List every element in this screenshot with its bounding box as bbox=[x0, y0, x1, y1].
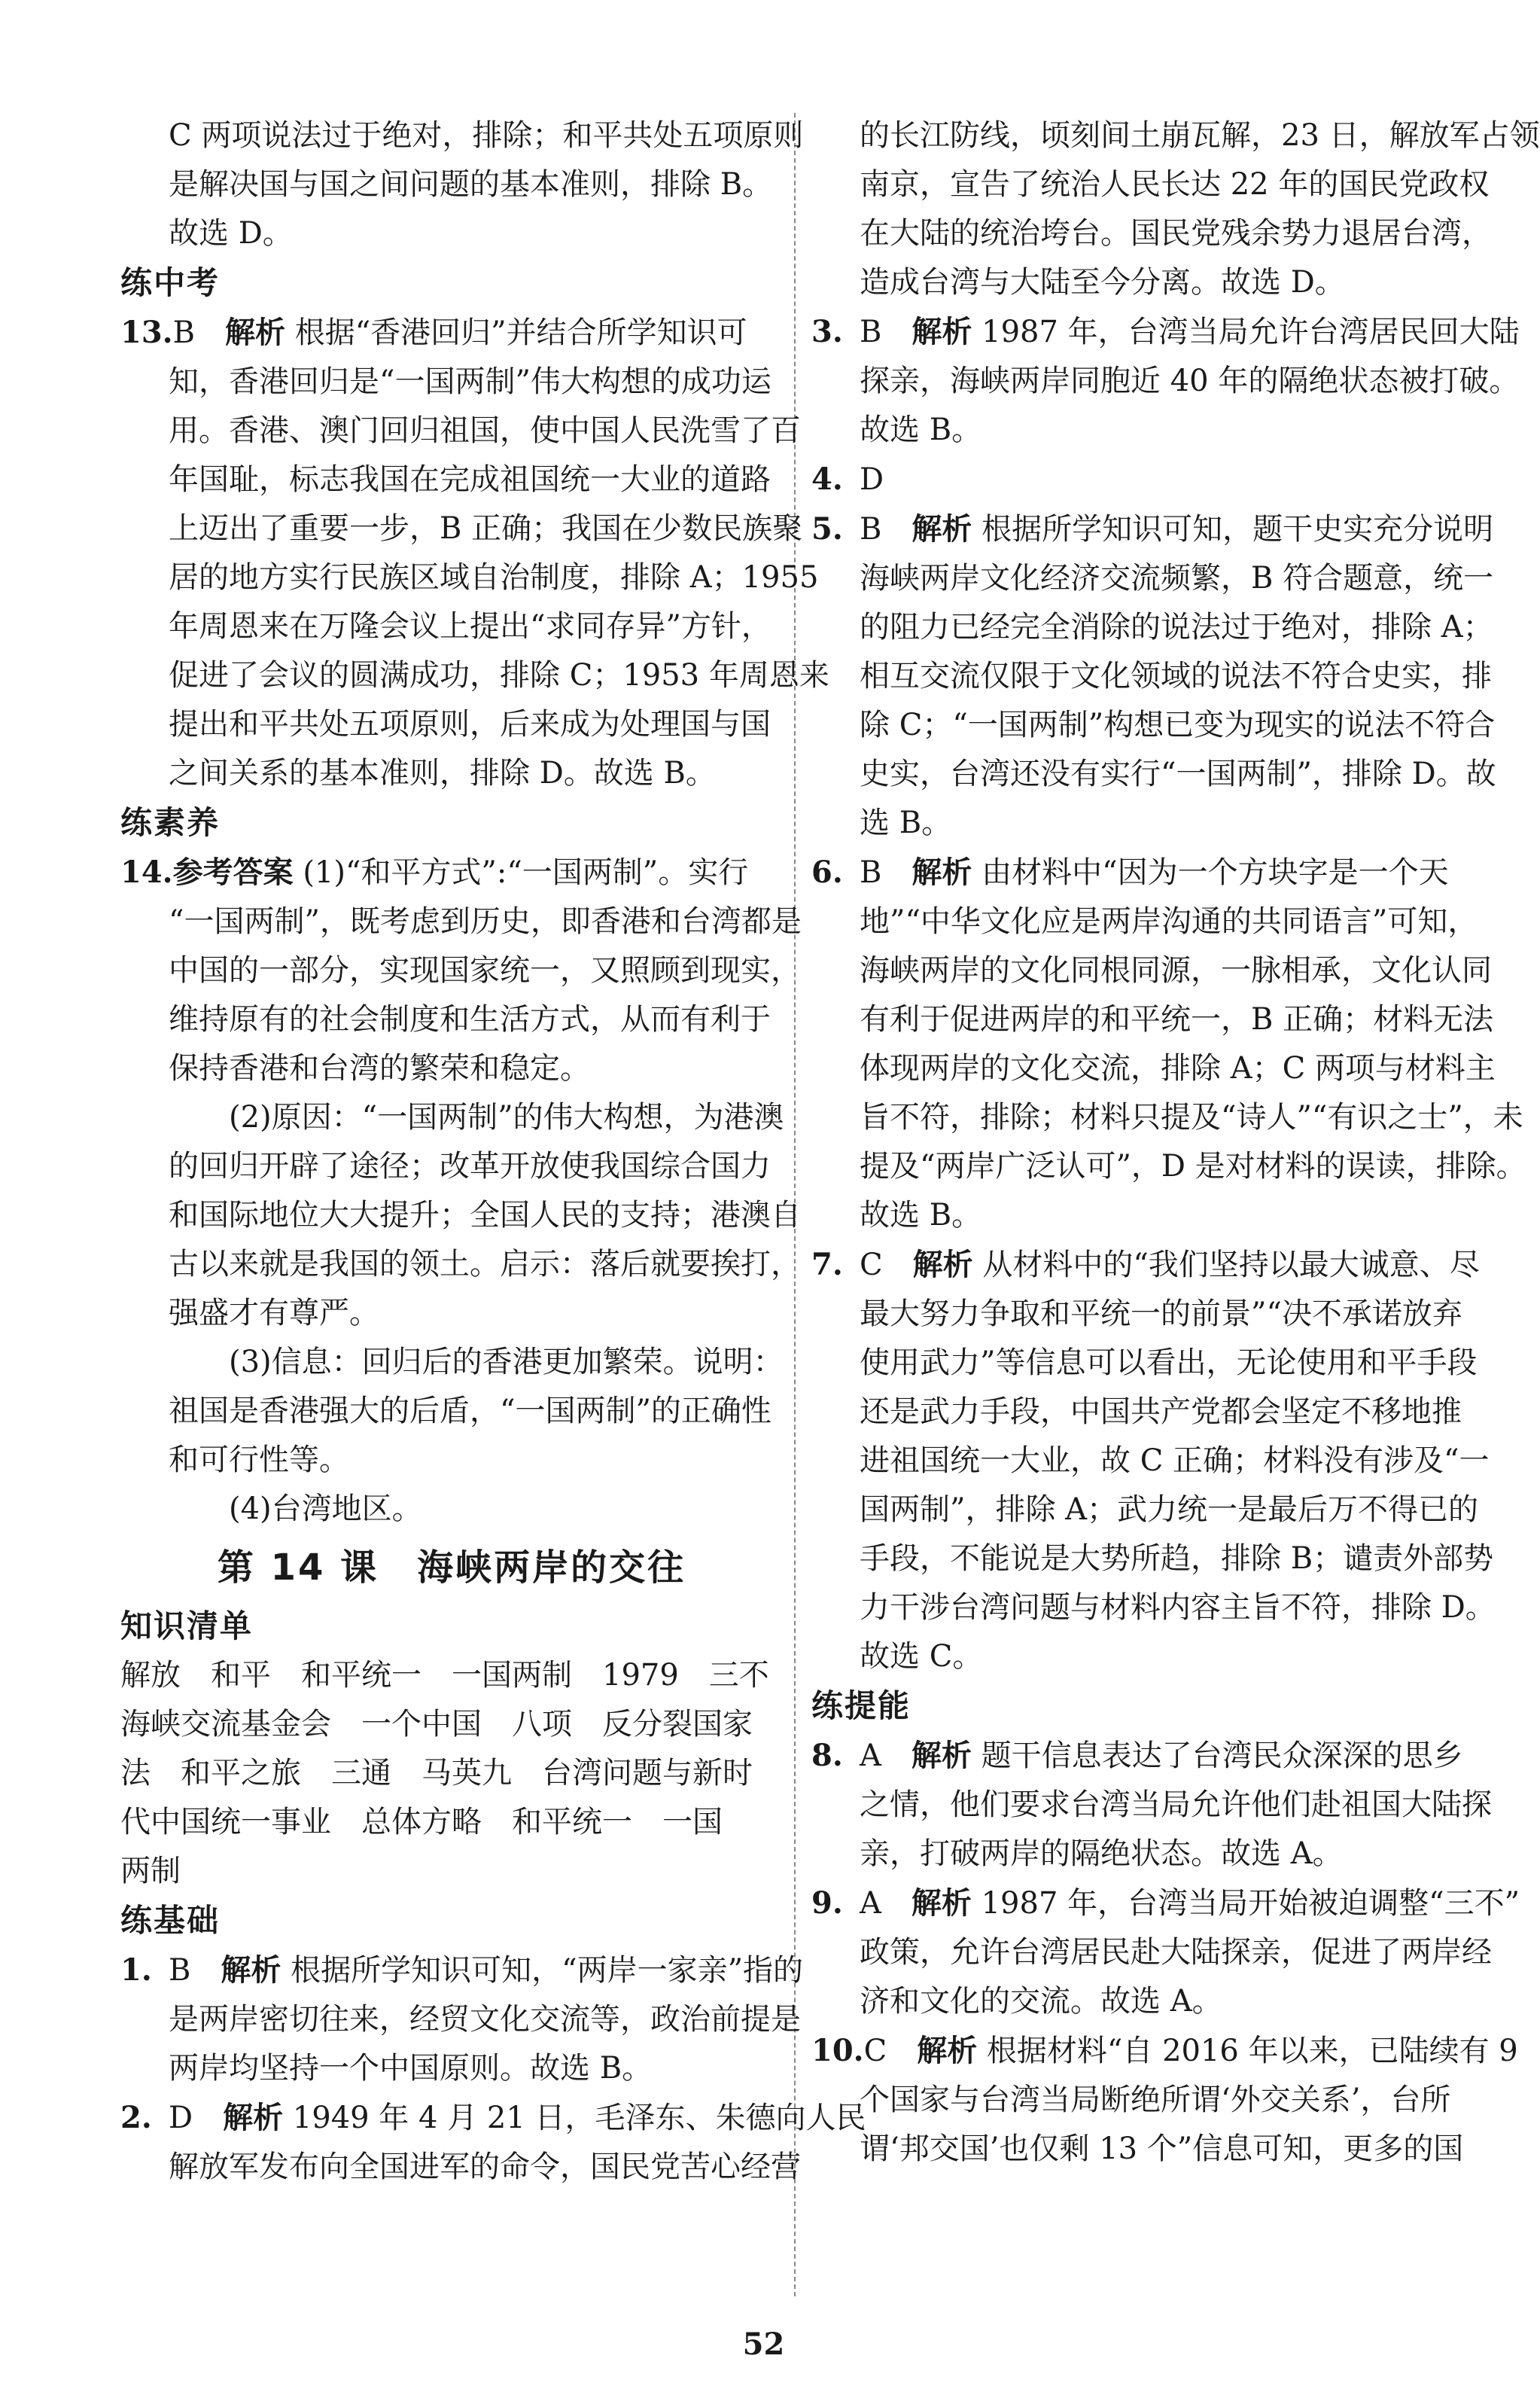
text-line bbox=[811, 307, 1520, 357]
question-number: 3. bbox=[811, 314, 843, 349]
text-line: 代中国统一事业 总体方略 和平统一 一国 bbox=[120, 1805, 723, 1839]
text-line: 的回归开辟了途径；改革开放使我国综合国力 bbox=[169, 1149, 771, 1184]
text-line: 南京，宣告了统治人民长达 22 年的国民党政权 bbox=[860, 167, 1490, 202]
text-line: (4)台湾地区。 bbox=[229, 1492, 422, 1526]
question-2-continued bbox=[811, 111, 1540, 307]
text-line: 促进了会议的圆满成功，排除 C；1953 年周恩来 bbox=[169, 658, 829, 693]
text-line: 国两制”，排除 A；武力统一是最后万不得已的 bbox=[860, 1492, 1479, 1527]
analysis-label: 解析 bbox=[223, 2101, 284, 2135]
page-number: 52 bbox=[742, 2327, 785, 2362]
text-line: 选 B。 bbox=[860, 806, 952, 840]
text-line: 是两岸密切往来，经贸文化交流等，政治前提是 bbox=[169, 2002, 801, 2037]
text-line: 故选 D。 bbox=[169, 216, 293, 251]
question-6 bbox=[811, 848, 1526, 1240]
text-span: 题干信息表达了台湾民众深深的思乡 bbox=[981, 1738, 1463, 1773]
question-5 bbox=[811, 504, 1496, 848]
text-line: 除 C；“一国两制”构想已变为现实的说法不符合 bbox=[860, 708, 1496, 742]
text-line: 还是武力手段，中国共产党都会坚定不移地推 bbox=[860, 1394, 1462, 1429]
text-line: 和可行性等。 bbox=[169, 1443, 349, 1477]
answer-letter: A bbox=[860, 1738, 881, 1773]
text-line: 体现两岸的文化交流，排除 A；C 两项与材料主 bbox=[860, 1051, 1496, 1086]
text-span: 根据所学知识可知，“两岸一家亲”指的 bbox=[291, 1953, 804, 1988]
question-3 bbox=[811, 307, 1520, 455]
text-line: 有利于促进两岸的和平统一，B 正确；材料无法 bbox=[860, 1002, 1494, 1037]
text-line: 使用武力”等信息可以看出，无论使用和平手段 bbox=[860, 1345, 1478, 1380]
answer-letter: D bbox=[169, 2101, 193, 2135]
text-line: 提出和平共处五项原则，后来成为处理国与国 bbox=[169, 707, 771, 742]
text-line: 保持香港和台湾的繁荣和稳定。 bbox=[169, 1051, 590, 1086]
knowledge-list bbox=[120, 1651, 783, 1896]
text-line: 地”“中华文化应是两岸沟通的共同语言”可知， bbox=[860, 904, 1478, 939]
question-number: 13. bbox=[120, 315, 173, 350]
text-line: (2)原因：“一国两制”的伟大构想，为港澳 bbox=[229, 1100, 784, 1135]
text-line: 的阻力已经完全消除的说法过于绝对，排除 A； bbox=[860, 610, 1493, 644]
text-line: 力干涉台湾问题与材料内容主旨不符，排除 D。 bbox=[860, 1590, 1496, 1625]
text-line: 解放军发布向全国进军的命令，国民党苦心经营 bbox=[169, 2150, 801, 2184]
text-line: 海峡两岸的文化同根同源，一脉相承，文化认同 bbox=[860, 953, 1492, 988]
text-line: 最大努力争取和平统一的前景”“决不承诺放弃 bbox=[860, 1297, 1462, 1331]
analysis-label: 解析 bbox=[912, 1248, 973, 1282]
analysis-label: 解析 bbox=[917, 2034, 978, 2068]
text-line: 亲，打破两岸的隔绝状态。故选 A。 bbox=[860, 1836, 1343, 1871]
lesson-title: 第 14 课 海峡两岸的交往 bbox=[217, 1546, 686, 1589]
text-line bbox=[811, 455, 1474, 504]
question-number: 9. bbox=[811, 1885, 843, 1921]
text-line bbox=[811, 1240, 1480, 1290]
answer-letter: C bbox=[863, 2034, 887, 2068]
text-line bbox=[811, 504, 1494, 554]
text-line: 故选 B。 bbox=[860, 413, 982, 447]
text-line: 政策，允许台湾居民赴大陆探亲，促进了两岸经 bbox=[860, 1935, 1492, 1970]
question-number: 5. bbox=[811, 511, 843, 547]
text-line: 济和文化的交流。故选 A。 bbox=[860, 1984, 1222, 2019]
text-line: 强盛才有尊严。 bbox=[169, 1296, 379, 1330]
text-line: 故选 C。 bbox=[860, 1639, 983, 1674]
text-line: 维持原有的社会制度和生活方式，从而有利于 bbox=[169, 1002, 771, 1037]
question-7 bbox=[811, 1240, 1496, 1681]
text-line: 之情，他们要求台湾当局允许他们赴祖国大陆探 bbox=[860, 1787, 1492, 1822]
text-span: 根据材料“自 2016 年以来，已陆续有 9 bbox=[986, 2034, 1518, 2068]
text-span: 1949 年 4 月 21 日，毛泽东、朱德向人民 bbox=[292, 2101, 866, 2135]
analysis-label: 解析 bbox=[912, 855, 972, 890]
analysis-label: 解析 bbox=[221, 1953, 282, 1988]
text-line: 古以来就是我国的领土。启示：落后就要挨打， bbox=[169, 1247, 801, 1281]
answer-letter: B bbox=[860, 315, 882, 349]
text-line: 海峡两岸文化经济交流频繁，B 符合题意，统一 bbox=[860, 561, 1494, 596]
text-line: 造成台湾与大陆至今分离。故选 D。 bbox=[860, 265, 1345, 300]
section-heading-liansuyang: 练素养 bbox=[120, 804, 221, 841]
answer-letter: B bbox=[860, 855, 882, 890]
analysis-label: 解析 bbox=[912, 512, 972, 547]
text-line: 法 和平之旅 三通 马英九 台湾问题与新时 bbox=[120, 1756, 753, 1790]
text-line: 年国耻，标志我国在完成祖国统一大业的道路 bbox=[169, 462, 771, 497]
question-number: 7. bbox=[811, 1247, 843, 1282]
text-line: 史实，台湾还没有实行“一国两制”，排除 D。故 bbox=[860, 757, 1496, 791]
question-10 bbox=[811, 2026, 1518, 2174]
text-span: 根据“香港回归”并结合所学知识可 bbox=[294, 315, 747, 350]
question-number: 14. bbox=[120, 855, 173, 890]
text-line: 故选 B。 bbox=[860, 1198, 982, 1233]
answer-letter: B bbox=[172, 315, 195, 350]
section-heading-lianzhongkao: 练中考 bbox=[120, 264, 221, 301]
text-line bbox=[120, 848, 783, 897]
text-line: 谓‘邦交国’也仅剩 13 个”信息可知，更多的国 bbox=[860, 2132, 1464, 2166]
text-line: 和国际地位大大提升；全国人民的支持；港澳自 bbox=[169, 1198, 801, 1233]
text-line bbox=[811, 1879, 1520, 1928]
text-line: 提及“两岸广泛认可”，D 是对材料的误读，排除。 bbox=[860, 1149, 1526, 1184]
text-line: 用。香港、澳门回归祖国，使中国人民洗雪了百 bbox=[169, 413, 801, 448]
answer-letter: C bbox=[860, 1248, 883, 1282]
answer-letter: B bbox=[169, 1953, 191, 1988]
text-line: 两岸均坚持一个中国原则。故选 B。 bbox=[169, 2051, 653, 2086]
text-span: 1987 年，台湾当局允许台湾居民回大陆 bbox=[982, 315, 1520, 349]
question-1 bbox=[120, 1946, 804, 2093]
text-line bbox=[120, 1946, 804, 1995]
section-heading-lianjichu: 练基础 bbox=[120, 1902, 221, 1939]
analysis-label: 解析 bbox=[911, 1886, 972, 1921]
text-line: 年周恩来在万隆会议上提出“求同存异”方针， bbox=[169, 609, 772, 644]
question-number: 6. bbox=[811, 855, 843, 890]
text-line: 进祖国统一大业，故 C 正确；材料没有涉及“一 bbox=[860, 1443, 1490, 1478]
text-line bbox=[811, 1731, 1474, 1781]
question-number: 10. bbox=[811, 2033, 864, 2068]
analysis-label: 解析 bbox=[912, 315, 972, 349]
question-4 bbox=[811, 455, 1474, 504]
text-span: 根据所学知识可知，题干史实充分说明 bbox=[982, 512, 1494, 547]
text-line: 解放 和平 和平统一 一国两制 1979 三不 bbox=[120, 1658, 769, 1693]
answer-letter: D bbox=[860, 462, 884, 497]
question-8 bbox=[811, 1731, 1492, 1879]
text-line: 中国的一部分，实现国家统一，又照顾到现实， bbox=[169, 953, 801, 988]
text-line bbox=[120, 308, 783, 358]
answer-letter: B bbox=[860, 512, 882, 547]
text-line: 在大陆的统治垮台。国民党残余势力退居台湾， bbox=[860, 216, 1492, 251]
text-line: 相互交流仅限于文化领域的说法不符合史实，排 bbox=[860, 659, 1492, 693]
text-line: C 两项说法过于绝对，排除；和平共处五项原则 bbox=[169, 118, 804, 153]
text-line: 祖国是香港强大的后盾，“一国两制”的正确性 bbox=[169, 1394, 772, 1428]
text-line: 个国家与台湾当局断绝所谓‘外交关系’，台所 bbox=[860, 2083, 1451, 2117]
text-span: 由材料中“因为一个方块字是一个天 bbox=[982, 855, 1449, 890]
text-span: 从材料中的“我们坚持以最大诚意、尽 bbox=[982, 1248, 1480, 1282]
analysis-label: 解析 bbox=[225, 315, 285, 350]
reference-answer-label: 参考答案 bbox=[172, 855, 294, 890]
question-13 bbox=[120, 308, 829, 798]
analysis-label: 解析 bbox=[911, 1738, 972, 1773]
text-line bbox=[120, 2093, 866, 2143]
question-number: 1. bbox=[120, 1952, 152, 1988]
text-line bbox=[811, 848, 1474, 897]
text-line: (3)信息：回归后的香港更加繁荣。说明： bbox=[229, 1345, 784, 1379]
right-column bbox=[811, 111, 1540, 2174]
text-line: 两制 bbox=[120, 1854, 181, 1888]
text-line: 手段，不能说是大势所趋，排除 B；谴责外部势 bbox=[860, 1541, 1494, 1576]
text-line: 旨不符，排除；材料只提及“诗人”“有识之士”，未 bbox=[860, 1100, 1523, 1135]
question-number: 4. bbox=[811, 462, 843, 497]
question-number: 8. bbox=[811, 1738, 843, 1773]
section-heading-liantineng: 练提能 bbox=[811, 1687, 912, 1724]
question-14 bbox=[120, 848, 802, 1534]
answer-letter: A bbox=[860, 1886, 881, 1921]
question-number: 2. bbox=[120, 2100, 152, 2135]
question-9 bbox=[811, 1879, 1520, 2026]
text-line: 探亲，海峡两岸同胞近 40 年的隔绝状态被打破。 bbox=[860, 364, 1520, 398]
section-heading-zhishi: 知识清单 bbox=[120, 1607, 254, 1644]
text-line bbox=[811, 2026, 1518, 2076]
text-line: 知，香港回归是“一国两制”伟大构想的成功运 bbox=[169, 364, 772, 399]
text-span: (1)“和平方式”:“一国两制”。实行 bbox=[303, 855, 749, 890]
text-span: 1987 年，台湾当局开始被迫调整“三不” bbox=[981, 1886, 1520, 1921]
text-line: 居的地方实行民族区域自治制度，排除 A；1955 bbox=[169, 560, 819, 595]
question-2 bbox=[120, 2093, 866, 2192]
text-line: 上迈出了重要一步，B 正确；我国在少数民族聚 bbox=[169, 511, 803, 546]
text-line: 之间关系的基本准则，排除 D。故选 B。 bbox=[169, 756, 716, 791]
text-line: 是解决国与国之间问题的基本准则，排除 B。 bbox=[169, 167, 773, 202]
text-line: 海峡交流基金会 一个中国 八项 反分裂国家 bbox=[120, 1707, 753, 1742]
text-line: 的长江防线，顷刻间土崩瓦解，23 日，解放军占领 bbox=[860, 118, 1540, 153]
text-line: “一国两制”，既考虑到历史，即香港和台湾都是 bbox=[169, 904, 802, 939]
